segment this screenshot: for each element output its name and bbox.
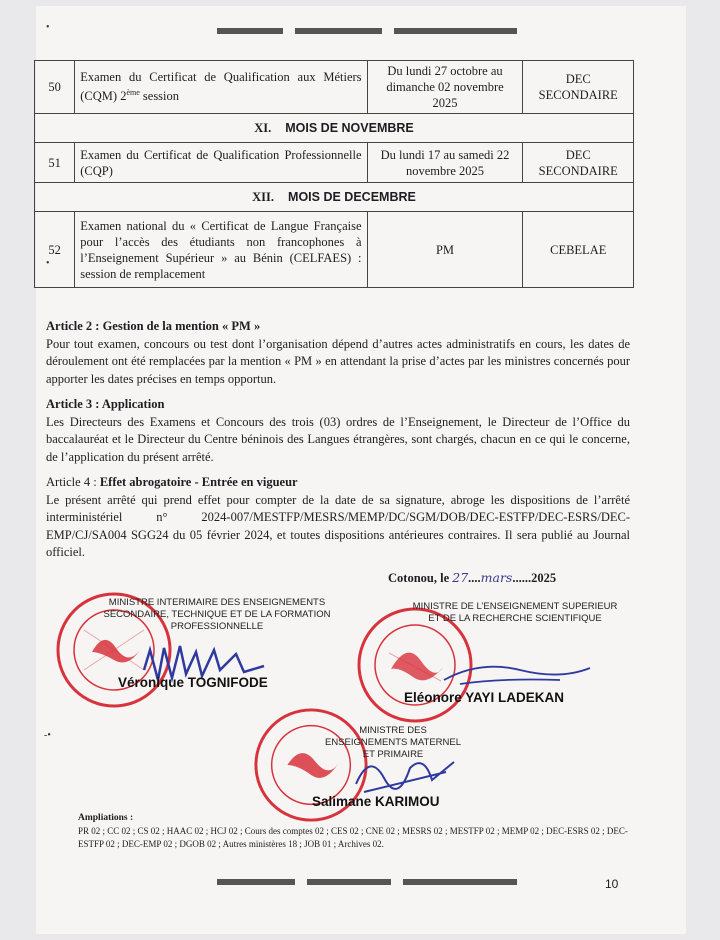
- left-signatory-title: MINISTRE INTERIMAIRE DES ENSEIGNEMENTS SECONDAIRE, TECHNIQUE ET DE LA FORMATION PROFESSIONNELLE: [103, 597, 331, 632]
- exam-cell: Examen national du « Certificat de Langue Française pour l’accès des étudiants non francophones à l’Enseignement Supérieur » au Bénin (CELFAES) : session de remplacement: [75, 212, 367, 288]
- row-number: 51: [35, 143, 75, 183]
- scan-speck: •: [46, 22, 50, 33]
- article-2: [46, 318, 630, 388]
- bottom-scan-bar: [217, 879, 517, 885]
- table-row: [35, 61, 634, 114]
- scan-speck: -•: [44, 730, 51, 741]
- calendar-table: [34, 60, 634, 288]
- ampliations-list: PR 02 ; CC 02 ; CS 02 ; HAAC 02 ; HCJ 02 ; Cours des comptes 02 ; CES 02 ; CNE 02 ; MESRS 02 ; MESTFP 02 ; MEMP 02 ; DEC-ESRS 02 ; DEC-ESTFP 02 ; DEC-EMP 02 ; DGOB 02 ; Autres ministères 18 ; JOB 01 ; Archives 02.: [78, 826, 628, 849]
- signing-day: 27: [452, 570, 469, 585]
- article-4: [46, 474, 630, 562]
- ampliations: [78, 812, 638, 851]
- month-roman: XII.: [252, 190, 275, 204]
- center-signatory-name: Salimane KARIMOU: [312, 794, 440, 809]
- date-cell: Du lundi 27 octobre au dimanche 02 novembre 2025: [367, 61, 523, 114]
- ampliations-heading: Ampliations :: [78, 813, 134, 823]
- article-2-body: Pour tout examen, concours ou test dont l’organisation dépend d’autres actes administratifs en cours, les dates de déroulement ont été remplacées par la mention « PM » en attendant la prise d’actes par les ministres concernés pour apporter les dates précises en temps opportun.: [46, 336, 630, 386]
- article-3: [46, 396, 630, 466]
- article-2-title: Article 2 : Gestion de la mention « PM »: [46, 319, 261, 333]
- article-4-body: Le présent arrêté qui prend effet pour compter de la date de sa signature, abroge les dispositions de l’arrêté interministériel n° 2024-007/MESTFP/MESRS/MEMP/DC/SGM/DOB/DEC-ESTFP/DEC-ESRS/DEC-EMP/CJ/SA004 SGG24 du 05 février 2024, et toutes dispositions antérieures contraires. Il sera publié au Journal officiel.: [46, 492, 630, 559]
- exam-cell: Examen du Certificat de Qualification Professionnelle (CQP): [75, 143, 367, 183]
- signing-month: mars: [480, 570, 513, 585]
- month-header-row: [35, 183, 634, 212]
- page-number: 10: [605, 877, 619, 891]
- row-number: 50: [35, 61, 75, 114]
- right-signatory-name: Eléonore YAYI LADEKAN: [404, 690, 565, 705]
- signing-year: 2025: [531, 571, 557, 585]
- date-cell: PM: [367, 212, 523, 288]
- top-scan-bar: [217, 28, 517, 34]
- month-name: MOIS DE DECEMBRE: [288, 190, 416, 204]
- month-header-row: [35, 114, 634, 143]
- exam-cell: [75, 61, 367, 114]
- signing-place-date: Cotonou, le 27....mars......2025: [388, 570, 557, 585]
- article-3-title: Article 3 : Application: [46, 397, 165, 411]
- table-row: [35, 143, 634, 183]
- month-roman: XI.: [254, 121, 272, 135]
- organizer-cell: CEBELAE: [523, 212, 634, 288]
- right-signatory-title: MINISTRE DE L’ENSEIGNEMENT SUPERIEUR ET DE LA RECHERCHE SCIENTIFIQUE: [412, 601, 618, 624]
- scan-speck: •: [46, 258, 50, 269]
- date-cell: Du lundi 17 au samedi 22 novembre 2025: [367, 143, 523, 183]
- exam-text: Examen du Certificat de Qualification aux Métiers (CQM) 2: [80, 70, 362, 104]
- exam-tail: session: [139, 89, 180, 104]
- organizer-cell: DEC SECONDAIRE: [523, 143, 634, 183]
- table-row: [35, 212, 634, 288]
- organizer-cell: DEC SECONDAIRE: [523, 61, 634, 114]
- article-4-label: Article 4 :: [46, 475, 100, 489]
- exam-superscript: ème: [126, 88, 140, 98]
- row-number: 52: [35, 212, 75, 288]
- center-signatory-title: MINISTRE DES ENSEIGNEMENTS MATERNEL ET PRIMAIRE: [324, 725, 461, 760]
- signing-prefix: Cotonou, le: [388, 571, 453, 585]
- article-3-body: Les Directeurs des Examens et Concours des trois (03) ordres de l’Enseignement, le Directeur de l’Office du baccalauréat et le Directeur du Centre béninois des Langues étrangères, sont chargés, chacun en ce qui le concerne, de l’application du présent arrêté.: [46, 414, 630, 464]
- left-signatory-name: Véronique TOGNIFODE: [118, 675, 268, 690]
- article-4-title: Effet abrogatoire - Entrée en vigueur: [99, 475, 298, 489]
- month-name: MOIS DE NOVEMBRE: [285, 121, 414, 135]
